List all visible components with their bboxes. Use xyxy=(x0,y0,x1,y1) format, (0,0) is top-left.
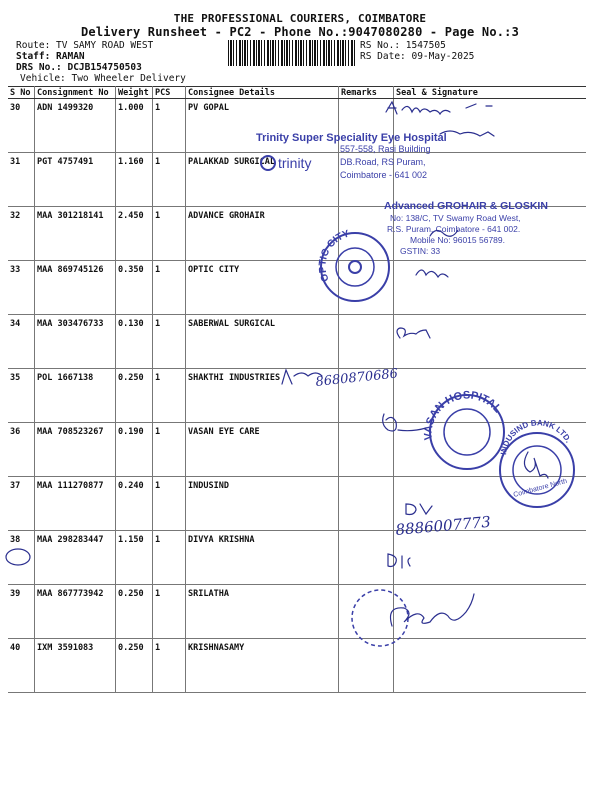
col-weight: Weight xyxy=(116,87,153,99)
cell-remarks xyxy=(339,153,394,207)
cell-weight: 0.250 xyxy=(116,639,153,693)
cell-consignee: SABERWAL SURGICAL xyxy=(186,315,339,369)
col-pcs: PCS xyxy=(153,87,186,99)
runsheet-title: Delivery Runsheet - PC2 - Phone No.:9047080280 - Page No.:3 xyxy=(80,25,520,39)
cell-seal-signature xyxy=(394,261,587,315)
grohair-addr-1: No: 138/C, TV Swamy Road West, xyxy=(390,213,521,223)
cell-consignee: SRILATHA xyxy=(186,585,339,639)
cell-consignment: MAA 298283447 xyxy=(35,531,116,585)
cell-weight: 1.160 xyxy=(116,153,153,207)
col-consignee: Consignee Details xyxy=(186,87,339,99)
table-row xyxy=(8,207,586,261)
table-row xyxy=(8,423,586,477)
rs-number: RS No.: 1547505 xyxy=(360,40,446,51)
cell-consignee: OPTIC CITY xyxy=(186,261,339,315)
cell-weight: 0.190 xyxy=(116,423,153,477)
cell-weight: 0.240 xyxy=(116,477,153,531)
cell-sno: 30 xyxy=(8,99,35,153)
cell-seal-signature xyxy=(394,477,587,531)
cell-sno: 39 xyxy=(8,585,35,639)
table-row xyxy=(8,639,586,693)
cell-seal-signature xyxy=(394,639,587,693)
cell-remarks xyxy=(339,99,394,153)
cell-seal-signature xyxy=(394,153,587,207)
cell-remarks xyxy=(339,423,394,477)
handwritten-phone-35: 8680870686 xyxy=(314,366,399,390)
drs-label: DRS No.: DCJB154750503 xyxy=(16,62,142,73)
vasan-ring-text: VASAN HOSPITAL xyxy=(422,389,504,441)
barcode xyxy=(228,40,356,66)
table-row xyxy=(8,369,586,423)
trinity-addr-1: 557-558, Rasi Building xyxy=(340,144,431,154)
table-row xyxy=(8,315,586,369)
cell-consignee: ADVANCE GROHAIR xyxy=(186,207,339,261)
cell-remarks xyxy=(339,369,394,423)
cell-consignee: PALAKKAD SURGICAL xyxy=(186,153,339,207)
cell-consignment: MAA 869745126 xyxy=(35,261,116,315)
rs-date: RS Date: 09-May-2025 xyxy=(360,51,475,62)
staff-label: Staff: RAMAN xyxy=(16,51,85,62)
cell-seal-signature xyxy=(394,369,587,423)
table-header-row xyxy=(8,87,586,99)
col-sno: S No xyxy=(8,87,35,99)
table-row xyxy=(8,153,586,207)
route-label: Route: TV SAMY ROAD WEST xyxy=(16,40,154,51)
cell-remarks xyxy=(339,315,394,369)
cell-weight: 1.000 xyxy=(116,99,153,153)
cell-consignment: PGT 4757491 xyxy=(35,153,116,207)
cell-consignment: POL 1667138 xyxy=(35,369,116,423)
table-row xyxy=(8,261,586,315)
table-row xyxy=(8,585,586,639)
indusind-ring-text: INDUSIND BANK LTD. xyxy=(499,418,573,456)
cell-remarks xyxy=(339,477,394,531)
cell-pcs: 1 xyxy=(153,261,186,315)
cell-sno: 36 xyxy=(8,423,35,477)
cell-seal-signature xyxy=(394,207,587,261)
grohair-stamp-name: Advanced GROHAIR & GLOSKIN xyxy=(384,200,548,212)
runsheet-table xyxy=(8,86,586,693)
cell-pcs: 1 xyxy=(153,315,186,369)
cell-pcs: 1 xyxy=(153,153,186,207)
cell-consignment: IXM 3591083 xyxy=(35,639,116,693)
table-row xyxy=(8,477,586,531)
col-consignment: Consignment No xyxy=(35,87,116,99)
cell-seal-signature xyxy=(394,315,587,369)
cell-consignment: MAA 867773942 xyxy=(35,585,116,639)
cell-weight: 0.250 xyxy=(116,369,153,423)
cell-pcs: 1 xyxy=(153,99,186,153)
cell-pcs: 1 xyxy=(153,531,186,585)
cell-consignee: VASAN EYE CARE xyxy=(186,423,339,477)
company-title: THE PROFESSIONAL COURIERS, COIMBATORE xyxy=(173,12,427,25)
trinity-addr-2: DB.Road, RS Puram, xyxy=(340,157,426,167)
grohair-mobile: Mobile No: 96015 56789. xyxy=(410,235,505,245)
cell-seal-signature xyxy=(394,423,587,477)
cell-weight: 2.450 xyxy=(116,207,153,261)
cell-weight: 0.350 xyxy=(116,261,153,315)
cell-sno: 32 xyxy=(8,207,35,261)
cell-sno: 35 xyxy=(8,369,35,423)
cell-weight: 0.130 xyxy=(116,315,153,369)
cell-pcs: 1 xyxy=(153,369,186,423)
cell-pcs: 1 xyxy=(153,585,186,639)
cell-remarks xyxy=(339,261,394,315)
cell-consignee: SHAKTHI INDUSTRIES xyxy=(186,369,339,423)
cell-remarks xyxy=(339,207,394,261)
grohair-addr-2: R.S. Puram, Coimbatore - 641 002. xyxy=(387,224,521,234)
cell-pcs: 1 xyxy=(153,207,186,261)
handwritten-phone-38: 8886007773 xyxy=(394,512,492,539)
trinity-addr-3: Coimbatore - 641 002 xyxy=(340,170,428,180)
cell-seal-signature xyxy=(394,585,587,639)
cell-consignee: DIVYA KRISHNA xyxy=(186,531,339,585)
cell-remarks xyxy=(339,639,394,693)
cell-consignment: MAA 708523267 xyxy=(35,423,116,477)
col-seal: Seal & Signature xyxy=(394,87,587,99)
cell-consignment: MAA 303476733 xyxy=(35,315,116,369)
cell-remarks xyxy=(339,585,394,639)
cell-seal-signature xyxy=(394,99,587,153)
table-row xyxy=(8,531,586,585)
grohair-gst: GSTIN: 33 xyxy=(400,246,441,256)
cell-pcs: 1 xyxy=(153,423,186,477)
cell-sno: 38 xyxy=(8,531,35,585)
cell-consignment: MAA 111270877 xyxy=(35,477,116,531)
table-row xyxy=(8,99,586,153)
trinity-stamp-title: Trinity Super Speciality Eye Hospital xyxy=(256,132,447,144)
cell-sno: 34 xyxy=(8,315,35,369)
optic-city-ring-text: OPTIC CITY xyxy=(317,228,351,283)
cell-seal-signature xyxy=(394,531,587,585)
cell-sno: 40 xyxy=(8,639,35,693)
cell-consignee: INDUSIND xyxy=(186,477,339,531)
cell-pcs: 1 xyxy=(153,639,186,693)
cell-consignee: PV GOPAL xyxy=(186,99,339,153)
vehicle-label: Vehicle: Two Wheeler Delivery xyxy=(20,73,186,84)
cell-consignment: ADN 1499320 xyxy=(35,99,116,153)
cell-pcs: 1 xyxy=(153,477,186,531)
cell-weight: 1.150 xyxy=(116,531,153,585)
cell-consignment: MAA 301218141 xyxy=(35,207,116,261)
cell-sno: 37 xyxy=(8,477,35,531)
cell-weight: 0.250 xyxy=(116,585,153,639)
indusind-city-text: Coimbatore North xyxy=(512,477,568,499)
cell-sno: 33 xyxy=(8,261,35,315)
trinity-logo-text: trinity xyxy=(278,155,312,171)
cell-remarks xyxy=(339,531,394,585)
cell-sno: 31 xyxy=(8,153,35,207)
col-remarks: Remarks xyxy=(339,87,394,99)
cell-consignee: KRISHNASAMY xyxy=(186,639,339,693)
